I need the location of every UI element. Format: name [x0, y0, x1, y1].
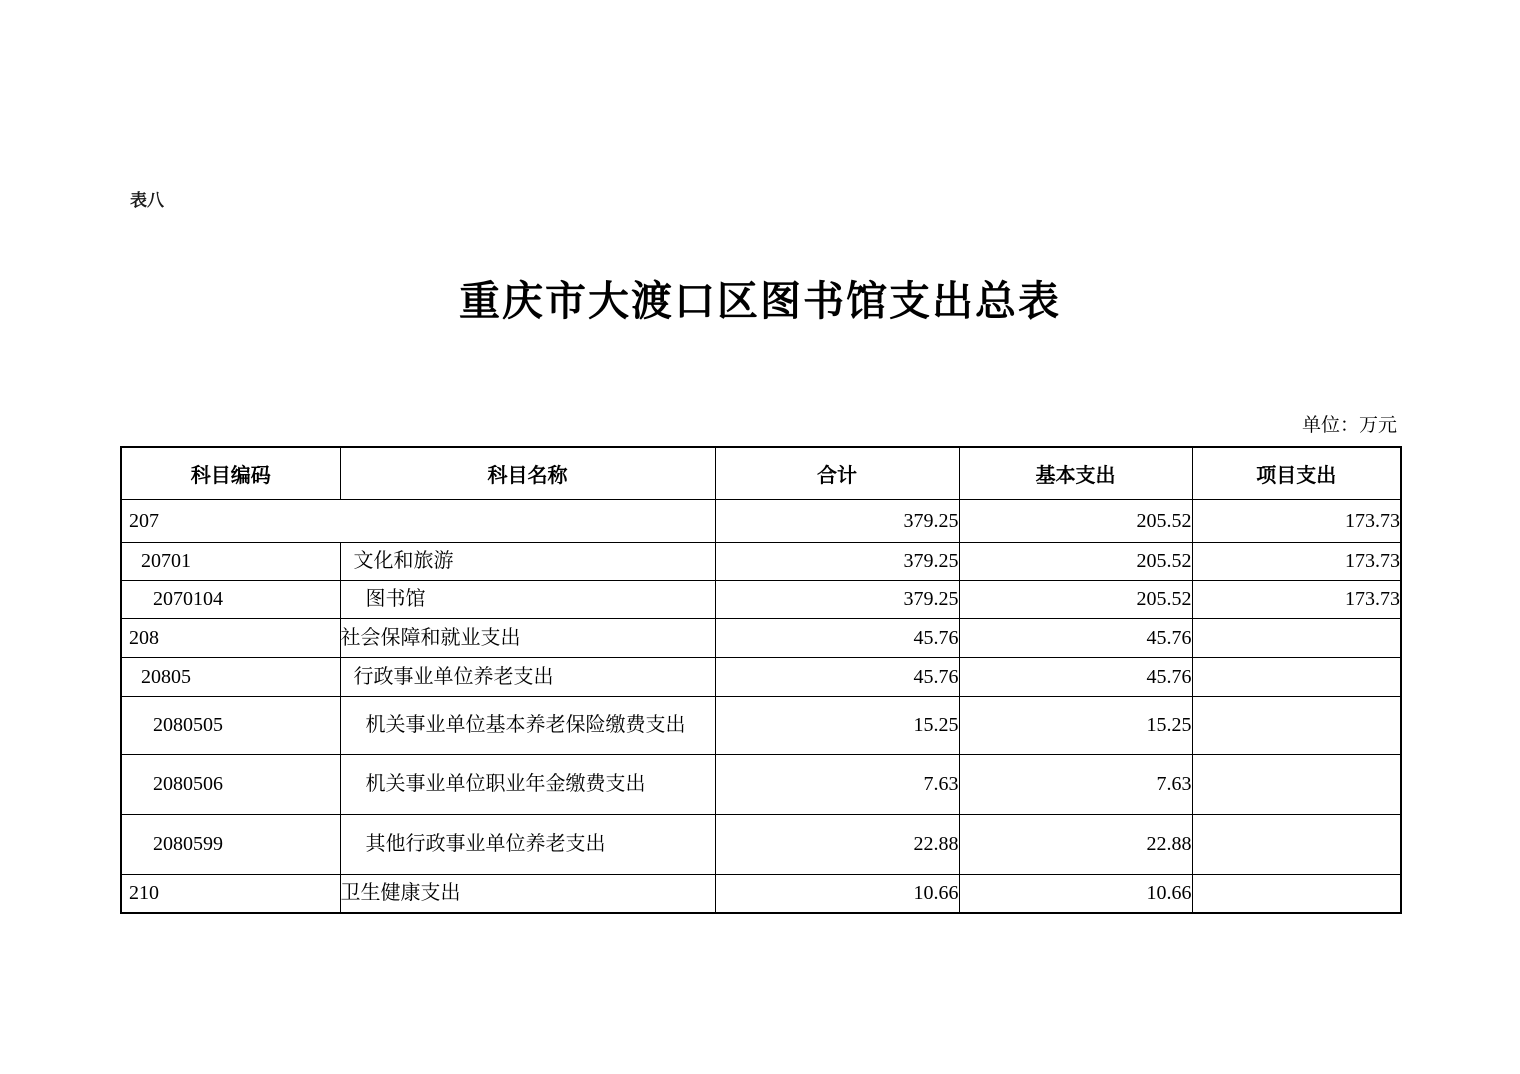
- basic-cell: 22.88: [959, 814, 1192, 874]
- basic-cell: 15.25: [959, 696, 1192, 754]
- code-cell: 2070104: [121, 580, 340, 618]
- total-cell: 45.76: [715, 618, 959, 657]
- total-cell: 22.88: [715, 814, 959, 874]
- header-project-expenditure: 项目支出: [1192, 447, 1401, 499]
- name-cell: 其他行政事业单位养老支出: [340, 814, 715, 874]
- unit-note: 单位：万元: [1301, 415, 1397, 436]
- table-row: [121, 618, 1401, 657]
- code-cell: 2080506: [121, 754, 340, 814]
- table-row: [121, 874, 1401, 913]
- basic-cell: 45.76: [959, 657, 1192, 696]
- basic-cell: 205.52: [959, 499, 1192, 542]
- code-cell: 207: [121, 499, 715, 542]
- header-subject-name: 科目名称: [340, 447, 715, 499]
- code-cell: 208: [121, 618, 340, 657]
- name-cell: 文化和旅游: [340, 542, 715, 580]
- page-title: 重庆市大渡口区图书馆支出总表: [459, 278, 1061, 324]
- project-cell: [1192, 874, 1401, 913]
- total-cell: 15.25: [715, 696, 959, 754]
- code-cell: 210: [121, 874, 340, 913]
- project-cell: [1192, 814, 1401, 874]
- project-cell: [1192, 696, 1401, 754]
- project-cell: 173.73: [1192, 499, 1401, 542]
- name-cell: 机关事业单位职业年金缴费支出: [340, 754, 715, 814]
- header-basic-expenditure: 基本支出: [959, 447, 1192, 499]
- total-cell: 7.63: [715, 754, 959, 814]
- total-cell: 10.66: [715, 874, 959, 913]
- table-row: [121, 754, 1401, 814]
- total-cell: 379.25: [715, 499, 959, 542]
- table-row: [121, 657, 1401, 696]
- project-cell: 173.73: [1192, 580, 1401, 618]
- name-cell: 机关事业单位基本养老保险缴费支出: [340, 696, 715, 754]
- name-cell: 图书馆: [340, 580, 715, 618]
- table-number-label: 表八: [130, 191, 164, 210]
- table-row: [121, 499, 1401, 542]
- total-cell: 45.76: [715, 657, 959, 696]
- table-row: [121, 580, 1401, 618]
- header-total: 合计: [715, 447, 959, 499]
- table-row: [121, 696, 1401, 754]
- basic-cell: 10.66: [959, 874, 1192, 913]
- code-cell: 20701: [121, 542, 340, 580]
- name-cell: 行政事业单位养老支出: [340, 657, 715, 696]
- code-cell: 20805: [121, 657, 340, 696]
- basic-cell: 45.76: [959, 618, 1192, 657]
- total-cell: 379.25: [715, 580, 959, 618]
- expenditure-table: [120, 446, 1402, 914]
- basic-cell: 7.63: [959, 754, 1192, 814]
- project-cell: 173.73: [1192, 542, 1401, 580]
- total-cell: 379.25: [715, 542, 959, 580]
- table-row: [121, 542, 1401, 580]
- name-cell: 卫生健康支出: [340, 874, 715, 913]
- basic-cell: 205.52: [959, 542, 1192, 580]
- code-cell: 2080599: [121, 814, 340, 874]
- basic-cell: 205.52: [959, 580, 1192, 618]
- project-cell: [1192, 657, 1401, 696]
- name-cell: 社会保障和就业支出: [340, 618, 715, 657]
- table-header-row: [121, 447, 1401, 499]
- table-row: [121, 814, 1401, 874]
- project-cell: [1192, 618, 1401, 657]
- header-subject-code: 科目编码: [121, 447, 340, 499]
- code-cell: 2080505: [121, 696, 340, 754]
- project-cell: [1192, 754, 1401, 814]
